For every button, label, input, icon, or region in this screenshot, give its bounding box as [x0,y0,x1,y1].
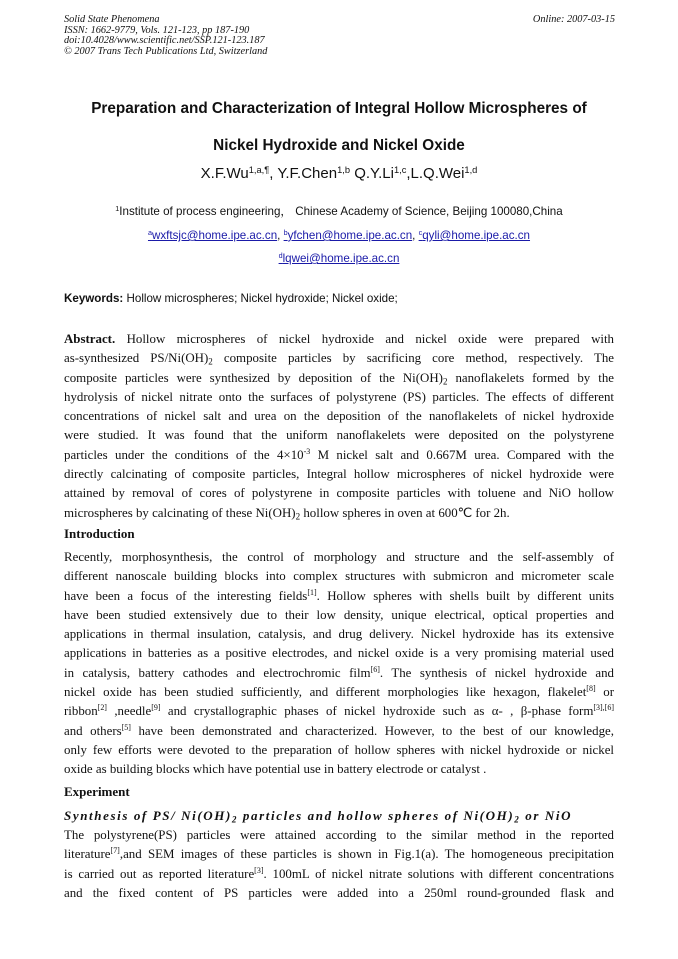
text-line: different nanoscale building blocks into complex structures with submicron and micrometer scale [64,569,614,584]
text-run: literature [64,847,111,862]
email-link-c[interactable] [419,229,530,242]
email-mark: b [283,228,288,238]
citation: [5] [121,722,131,732]
text-run: hollow spheres in oven at 600℃ for 2h. [300,505,510,520]
text-line: The polystyrene(PS) particles were attained according to the similar method in the reported [64,828,614,842]
text-line: oxide as building blocks which have potential use in battery electrode or catalyst . [64,762,487,777]
text-run: composite particles were synthesized by deposition of the Ni(OH) [64,370,443,385]
author-name: Q.Y.Li [354,165,394,182]
text-line [64,330,614,349]
text-run: nickel oxide has been studied sufficiently, and different morphologies like hexagon, flakelet [64,685,587,700]
email-list-second-line [40,252,638,265]
text-run: . The synthesis of nickel hydroxide and [379,665,614,680]
keywords-label: Keywords: [64,292,124,305]
citation: [8] [586,684,596,694]
text-line: and the fixed content of PS particles were added into a 250ml round-grounded flask and [64,885,614,900]
text-run: microspheres by calcinating of these Ni(OH) [64,505,296,520]
text-line: hydrolysis of nickel nitrate onto the surfaces of polystyrene (PS) particles. The effects of different [64,389,614,404]
text-line [64,722,614,741]
text-run: . 100mL of nickel nitrate solutions with different concentrations [263,866,614,881]
text-line [64,865,614,884]
text-line [64,845,614,864]
citation: [3],[6] [593,703,614,713]
text-run: in catalysis, battery cathodes and electrochromic film [64,665,371,680]
text-line: attained by removal of cores of polystyrene in composite particles with toluene and NiO hollow [64,486,614,501]
text-line: Recently, morphosynthesis, the control of morphology and structure and the self-assembly of [64,550,614,564]
affiliation-mark: 1 [115,204,120,214]
text-run: nanoflakelets formed by the [447,370,614,385]
subsection-heading [64,806,614,825]
email-link-b[interactable] [284,229,413,242]
email-text: yfchen@home.ipe.ac.cn [287,229,413,242]
text-run: composite particles by sacrificing core method, respectively. The [212,351,614,366]
text-run: and crystallographic phases of nickel hydroxide such as α- , β-phase form [160,704,594,719]
author-affil-mark: 1,b [337,164,351,175]
title-line-2: Nickel Hydroxide and Nickel Oxide [213,137,465,154]
email-link-d[interactable] [279,252,400,265]
author-name: X.F.Wu [200,165,249,182]
text-line: were studied. It was found that the uniform nanoflakelets were deposited on the polystyrene [64,428,614,443]
subscript: 2 [295,510,301,521]
text-run: particles and hollow spheres of Ni(OH) [238,808,515,823]
text-run: is carried out as reported literature [64,866,255,881]
email-text: lqwei@home.ipe.ac.cn [282,252,400,265]
title-line-1: Preparation and Characterization of Integral Hollow Microspheres of [91,100,587,117]
text-line [64,587,614,606]
online-date: Online: 2007-03-15 [532,14,615,25]
email-text: qyli@home.ipe.ac.cn [422,229,531,242]
text-run: ribbon [64,704,98,719]
email-text: wxftsjc@home.ipe.ac.cn [151,229,278,242]
author-separator: , [269,165,278,182]
author-affil-mark: 1,d [464,164,478,175]
affiliation [40,203,638,219]
text-line [64,369,614,388]
author-name: L.Q.Wei [410,165,465,182]
citation: [9] [151,703,161,713]
text-run: or NiO [520,808,573,823]
email-link-a[interactable] [148,229,277,242]
text-line [64,702,614,721]
email-list [40,229,638,242]
citation: [3] [254,865,264,875]
text-line: applications in thermal insulation, catalysis, and drug delivery. Nickel hydroxide has its extensive [64,627,614,642]
text-line: concentrations of nickel salt and urea on the deposition of the nanoflakelets of nickel hydroxide [64,409,614,424]
email-mark: a [147,228,152,238]
text-run: or [595,685,614,700]
citation: [7] [110,846,120,856]
subscript: 2 [208,356,213,367]
text-run: and others [64,723,122,738]
copyright-line: © 2007 Trans Tech Publications Ltd, Switzerland [64,45,268,57]
text-run: ,and SEM images of these particles is shown in Fig.1(a). The homogeneous precipitation [119,847,614,862]
section-heading-experiment: Experiment [64,784,130,799]
section-heading-introduction: Introduction [64,526,135,541]
citation: [6] [370,664,380,674]
text-line [64,683,614,702]
journal-name: Solid State Phenomena [64,14,160,25]
citation: [2] [97,703,107,713]
author-affil-mark: 1,a,¶ [248,164,270,175]
author-list [40,165,638,182]
abstract-paragraph [64,330,614,523]
text-run: ,needle [106,704,152,719]
text-line: applications in batteries as a positive electrodes, and nickel oxide is a very promising material used [64,646,614,661]
issn-line: ISSN: 1662-9779, Vols. 121-123, pp 187-190 [64,24,250,36]
citation: [1] [307,587,317,597]
superscript: -3 [303,446,311,456]
text-line: have been studied extensively due to their low density, unique electrical, optical properties and [64,607,614,622]
subscript: 2 [514,814,521,825]
author-name: Y.F.Chen [277,165,338,182]
text-run: M nickel salt and 0.667M urea. Compared with the [310,447,614,462]
email-mark: c [418,228,423,238]
journal-header [64,15,267,57]
text-run: particles under the conditions of the 4×10 [64,447,304,462]
keywords-text: Hollow microspheres; Nickel hydroxide; Nickel oxide; [123,292,398,305]
abstract-label: Abstract. [64,332,116,346]
text-line [64,446,614,465]
author-affil-mark: 1,c [393,164,407,175]
email-separator: , [277,229,284,242]
doi-line: doi:10.4028/www.scientific.net/SSP.121-123.187 [64,35,265,47]
text-run: have been a focus of the interesting fields [64,588,308,603]
paper-title [40,90,638,164]
text-run: have been demonstrated and characterized. However, to the best of our knowledge, [130,723,614,738]
email-separator: , [412,229,419,242]
introduction-paragraph [64,548,614,780]
subscript: 2 [442,375,448,386]
subscript: 2 [231,814,239,825]
text-line [64,504,614,523]
author-separator: , [406,165,411,182]
text-run: Hollow microspheres of nickel hydroxide and nickel oxide were prepared with [115,332,614,346]
text-run: . Hollow spheres with shells built by different units [316,588,614,603]
text-line: only few efforts were devoted to the preparation of hollow spheres with nickel hydroxide or nickel [64,742,614,757]
text-line [64,349,614,368]
affiliation-text: Institute of process engineering， Chinese Academy of Science, Beijing 100080,China [119,205,563,218]
text-run: as-synthesized PS/Ni(OH) [64,351,209,366]
text-run: Synthesis of PS/ Ni(OH) [64,808,232,823]
email-mark: d [278,251,283,261]
text-line [64,664,614,683]
keywords [64,292,398,305]
text-line: directly calcinating of composite particles, Integral hollow microspheres of nickel hydroxide were [64,467,614,482]
experiment-paragraph [64,826,614,903]
